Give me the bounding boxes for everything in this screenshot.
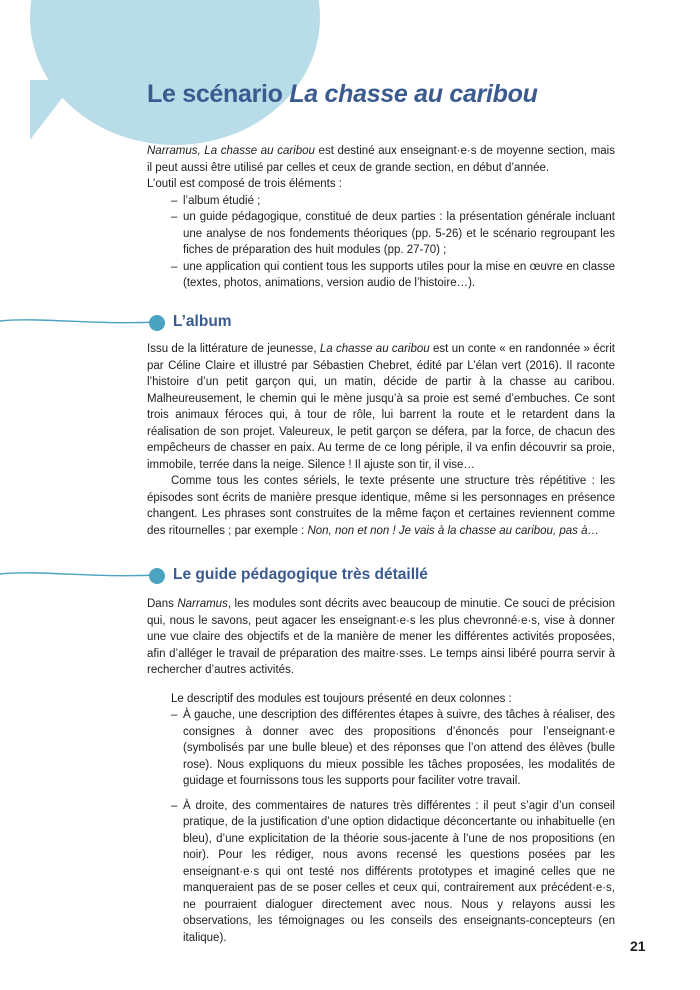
- list-item: – une application qui contient tous les supports utiles pour la mise en œuvre en classe (textes, photos, animations, version audio de l’histoire…).: [147, 259, 615, 292]
- list-item: – À gauche, une description des différentes étapes à suivre, des tâches à réaliser, des consignes à donner avec des propositions d’énoncés pour l’enseignant·e (symbolisés par une bulle bleue) et des réponses que l’on attend des élèves (bulle rose). Nous expliquons du mieux possible les tâches proposées, les modalités de guidage et fournissons tous les supports pour faciliter votre travail.: [147, 707, 615, 790]
- guide-paragraph: Dans Narramus, les modules sont décrits avec beaucoup de minutie. Ce souci de précision qui, nous le savons, peut agacer les enseignant·e·s les plus chevronné·e·s, vise à donner une vue claire des objectifs et de la manière de mener les différentes activités proposées, afin d’alléger le travail de préparation des maitre·sses. Le temps ainsi libéré pourra servir à rechercher d’autres activités.: [147, 598, 615, 676]
- list-item: – l’album étudié ;: [147, 193, 615, 210]
- columns-list: [147, 798, 615, 947]
- intro-paragraph: Narramus, La chasse au caribou est destiné aux enseignant·e·s de moyenne section, mais il peut aussi être utilisé par celles et ceux de grande section, en début d’année.: [147, 145, 615, 174]
- album-paragraph: Issu de la littérature de jeunesse, La chasse au caribou est un conte « en randonnée » écrit par Céline Claire et illustré par Sébastien Chebret, édité par L’élan vert (2016). Il raconte l’histoire d’un petit garçon qui, un matin, décide de partir à la chasse au caribou. Malheureusement, le chemin qui le mène jusqu’à sa proie est semé d’embuches. Ce sont trois animaux féroces qui, à tour de rôle, lui barrent la route et le retardent dans la réalisation de son projet. Valeureux, le petit garçon se défera, par la force, de chacun des empêcheurs de chasser en paix. Au terme de ce long périple, il va enfin découvrir sa proie, immobile, terrée dans la neige. Silence ! Il ajuste son tir, il vise…: [147, 343, 615, 471]
- speech-bubble-tail: [30, 80, 76, 140]
- guide-section-header: [0, 562, 700, 592]
- columns-list: [147, 707, 615, 790]
- guide-columns-label: Le descriptif des modules est toujours présenté en deux colonnes :: [171, 692, 512, 705]
- page-title: Le scénario La chasse au caribou: [147, 80, 538, 108]
- intro-components-label: L’outil est composé de trois éléments :: [147, 178, 342, 190]
- page-number: 21: [630, 938, 646, 954]
- album-section-header: [0, 309, 700, 339]
- album-section: [147, 341, 615, 539]
- section-marker-icon: [0, 562, 175, 592]
- guide-section: [147, 596, 615, 946]
- list-item: – un guide pédagogique, constitué de deux parties : la présentation générale incluant une analyse de nos fondements théoriques (pp. 5-26) et le scénario regroupant les fiches de préparation des huit modules (pp. 27-70) ;: [147, 209, 615, 259]
- section-heading: Le guide pédagogique très détaillé: [173, 566, 428, 583]
- album-paragraph: Comme tous les contes sériels, le texte présente une structure très répétitive : les épisodes sont écrits de manière presque identique, même si les personnages en présence changent. Les phrases sont construites de la même façon et certaines reviennent comme des ritournelles ; par exemple : Non, non et non ! Je vais à la chasse au caribou, pas à…: [147, 475, 615, 537]
- intro-section: [147, 143, 615, 292]
- section-marker-icon: [0, 309, 175, 339]
- components-list: [147, 193, 615, 292]
- list-item: – À droite, des commentaires de natures très différentes : il peut s’agir d’un conseil pratique, de la justification d’une option didactique déconcertante ou inhabituelle (en bleu), d’une explicitation de la théorie sous-jacente à l’une de nos propositions (en noir). Pour les rédiger, nous avons recensé les questions posées par les enseignant·e·s qui ont testé nos différents prototypes et imaginé celles que ne manqueraient pas de se poser celles et ceux qui, contrairement aux précédent·e·s, ne pourraient dialoguer directement avec nous. Nous y relayons aussi les observations, les témoignages ou les conseils des enseignants-concepteurs (en italique).: [147, 798, 615, 947]
- section-heading: L’album: [173, 313, 232, 330]
